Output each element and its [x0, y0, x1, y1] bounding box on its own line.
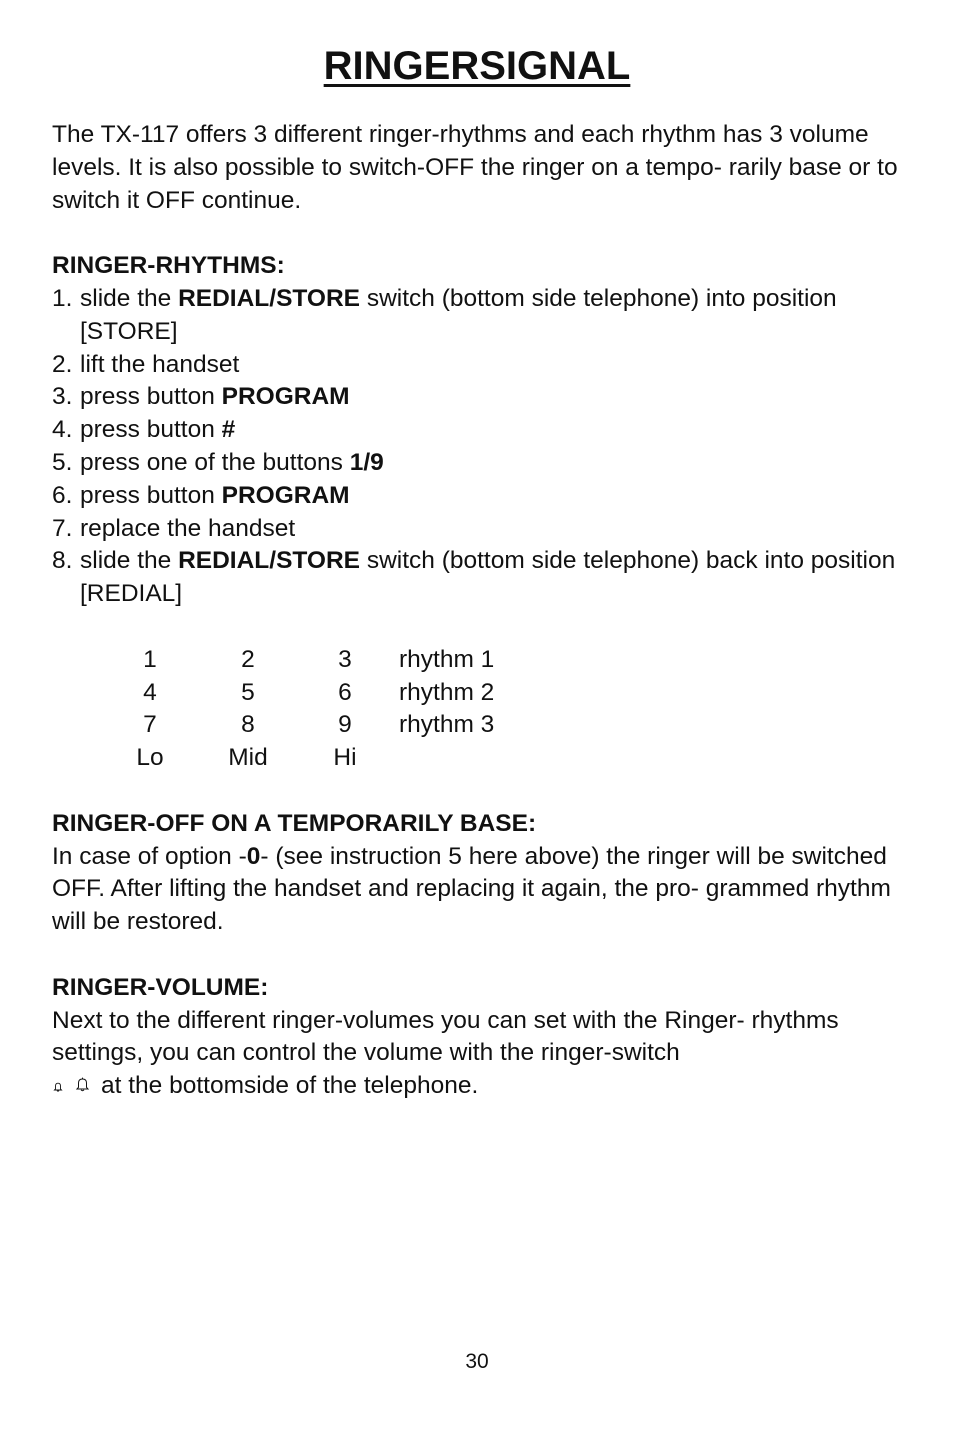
table-row: [101, 677, 494, 710]
table-cell: 8: [241, 711, 255, 739]
step-number: 2.: [52, 350, 73, 378]
step-text: press one of the buttons 1/9: [80, 448, 384, 476]
spacer: [52, 611, 912, 644]
section-heading-rhythms: RINGER-RHYTHMS:: [52, 252, 285, 280]
table-cell: 6: [338, 678, 352, 706]
table-cell: 4: [143, 678, 157, 706]
spacer: [52, 775, 912, 808]
step-text: lift the handset: [80, 350, 240, 378]
table-row: [101, 742, 494, 775]
section-heading-volume: RINGER-VOLUME:: [52, 973, 269, 1001]
bell-small-icon: [52, 1070, 64, 1103]
step-text: replace the handset: [80, 514, 296, 542]
step-text: press button PROGRAM: [80, 481, 350, 509]
bell-large-icon: [74, 1070, 91, 1103]
intro-paragraph: The TX-117 offers 3 different ringer-rhythms and each rhythm has 3 volume levels. It is also possible to switch-OFF the ringer on a tempo- rarily base or to switch it OFF continue.: [52, 121, 898, 214]
table-cell: Hi: [333, 744, 357, 772]
table-cell: 7: [143, 711, 157, 739]
step-number: 3.: [52, 383, 73, 411]
step-number: 1.: [52, 284, 73, 312]
volume-paragraph: Next to the different ringer-volumes you can set with the Ringer- rhythms settings, you can control the volume with the ringer-switch: [52, 1006, 839, 1067]
list-item: [52, 381, 912, 414]
table-cell: 1: [143, 645, 157, 673]
table-row: [101, 709, 494, 742]
list-item: [52, 480, 912, 513]
list-item: [52, 545, 912, 611]
step-text: slide the REDIAL/STORE switch (bottom side telephone) back into position [REDIAL]: [80, 547, 896, 608]
table-cell: Mid: [228, 744, 268, 772]
list-item: [52, 283, 912, 349]
step-text: press button #: [80, 416, 236, 444]
section-heading-temporary-off: RINGER-OFF ON A TEMPORARILY BASE:: [52, 809, 537, 837]
table-cell: Lo: [136, 744, 164, 772]
list-item: [52, 447, 912, 480]
rhythm-volume-table: [101, 644, 494, 775]
page-number: 30: [465, 1350, 489, 1373]
table-cell: 2: [241, 645, 255, 673]
table-cell: rhythm 1: [399, 645, 495, 673]
step-number: 4.: [52, 416, 73, 444]
list-item: [52, 349, 912, 382]
step-number: 5.: [52, 448, 73, 476]
rhythm-steps-list: [52, 283, 912, 611]
list-item: [52, 513, 912, 546]
spacer: [52, 939, 912, 972]
step-number: 6.: [52, 481, 73, 509]
step-number: 7.: [52, 514, 73, 542]
table-cell: 9: [338, 711, 352, 739]
page-content: [52, 119, 912, 1103]
volume-switch-text: at the bottomside of the telephone.: [101, 1072, 479, 1100]
table-cell: 5: [241, 678, 255, 706]
table-cell: 3: [338, 645, 352, 673]
list-item: [52, 414, 912, 447]
table-cell: [393, 742, 494, 775]
spacer: [52, 217, 912, 250]
table-cell: rhythm 3: [399, 711, 495, 739]
page-title: RINGERSIGNAL: [323, 44, 631, 88]
step-text: press button PROGRAM: [80, 383, 350, 411]
step-number: 8.: [52, 547, 73, 575]
temporary-off-paragraph: In case of option -0- (see instruction 5 here above) the ringer will be switched OFF. After lifting the handset and replacing it again, the pro- grammed rhythm will be restored.: [52, 842, 891, 936]
step-text: slide the REDIAL/STORE switch (bottom side telephone) into position [STORE]: [80, 284, 837, 345]
table-row: [101, 644, 494, 677]
table-cell: rhythm 2: [399, 678, 495, 706]
volume-switch-line: [52, 1070, 912, 1103]
